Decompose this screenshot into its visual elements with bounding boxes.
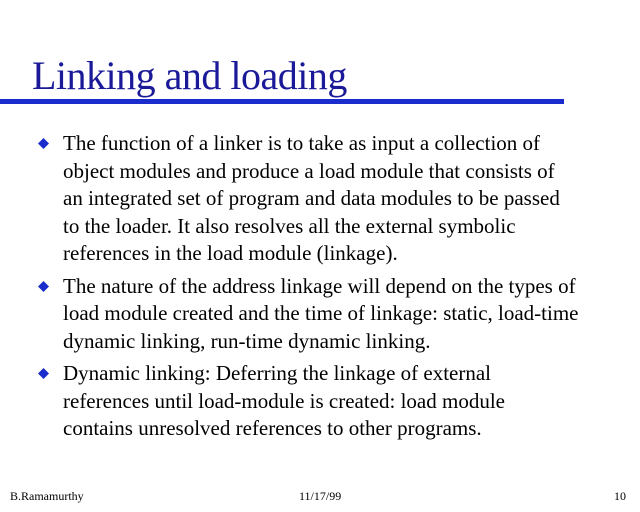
footer-page-number: 10 xyxy=(614,489,626,503)
footer-date: 11/17/99 xyxy=(299,489,342,503)
bullet-text-line: references in the load module (linkage). xyxy=(63,241,398,265)
bullet-text-line: references until load-module is created: load module xyxy=(63,388,505,413)
bullet-text-line: contains unresolved references to other programs. xyxy=(63,416,482,440)
bullet-item-2 xyxy=(0,273,640,356)
bullet-text-line: The nature of the address linkage will depend on the types of xyxy=(63,273,576,298)
bullet-text-line: The function of a linker is to take as input a collection of xyxy=(63,131,541,155)
bullet-list xyxy=(0,130,640,448)
title-underline xyxy=(0,99,564,104)
bullet-item-3 xyxy=(0,360,640,443)
bullet-text-line: object modules and produce a load module that consists of xyxy=(63,158,555,183)
slide-title: Linking and loading xyxy=(32,53,347,98)
bullet-text-line: load module created and the time of linkage: static, load-time xyxy=(63,301,579,325)
footer-author: B.Ramamurthy xyxy=(10,489,84,503)
diamond-bullet-icon xyxy=(38,368,49,379)
bullet-text-line: to the loader. It also resolves all the external symbolic xyxy=(63,213,516,238)
diamond-bullet-icon xyxy=(38,138,49,149)
bullet-text-line: dynamic linking, run-time dynamic linking. xyxy=(63,328,431,353)
bullet-text-line: Dynamic linking: Deferring the linkage of external xyxy=(63,361,492,385)
bullet-text-line: an integrated set of program and data modules to be passed xyxy=(63,186,560,210)
diamond-bullet-icon xyxy=(38,281,49,292)
bullet-item-1 xyxy=(0,130,640,268)
